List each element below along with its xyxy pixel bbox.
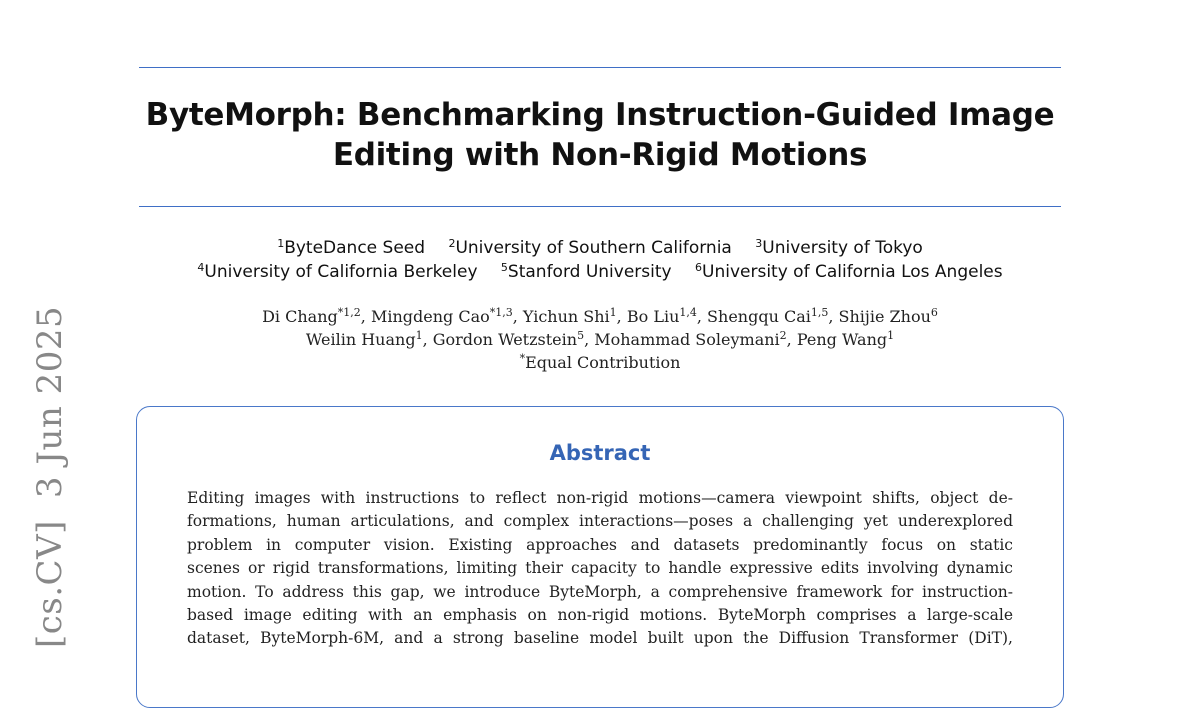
abstract-text	[187, 487, 1013, 651]
author: Mingdeng Cao$^{*1,3}$	[370, 306, 513, 326]
affiliation: $^6$University of California Los Angeles	[695, 261, 1003, 282]
author: Bo Liu$^{1,4}$	[626, 306, 697, 326]
affiliation: $^4$University of California Berkeley	[197, 261, 478, 282]
paper-title	[100, 95, 1100, 175]
abstract-line: Editing images with instructions to reflect non-rigid motions—camera viewpoint shifts, object de-	[187, 489, 1013, 507]
title-bottom-rule	[139, 206, 1061, 207]
author: Weilin Huang$^1$	[305, 329, 423, 349]
author: Gordon Wetzstein$^5$	[432, 329, 585, 349]
affiliation: $^2$University of Southern California	[448, 237, 732, 258]
title-line-2: Editing with Non-Rigid Motions	[332, 137, 868, 173]
abstract-line: motion. To address this gap, we introduce ByteMorph, a comprehensive framework for instruction-	[187, 582, 1013, 601]
abstract-line: based image editing with an emphasis on non-rigid motions. ByteMorph comprises a large-scale	[187, 606, 1013, 625]
affiliations-row-2	[100, 262, 1100, 282]
author: Di Chang$^{*1,2}$	[262, 306, 361, 326]
affiliation: $^5$Stanford University	[500, 261, 672, 282]
author: Mohammad Soleymani$^2$	[594, 329, 787, 349]
affiliation: $^3$University of Tokyo	[755, 237, 923, 258]
abstract-line: formations, human articulations, and complex interactions—poses a challenging yet underexplored	[187, 512, 1013, 531]
affiliation: $^1$ByteDance Seed	[277, 237, 426, 258]
author: Shijie Zhou$^6$	[838, 306, 938, 326]
equal-contribution-note: *Equal Contribution	[519, 352, 681, 372]
author: Yichun Shi$^1$	[522, 306, 617, 326]
author: Peng Wang$^1$	[796, 329, 895, 349]
abstract-heading: Abstract	[549, 441, 651, 465]
title-line-1: ByteMorph: Benchmarking Instruction-Guided Image	[145, 97, 1055, 133]
arxiv-category: [cs.CV]	[30, 520, 70, 648]
authors-row-2: Weilin Huang$^1$, Gordon Wetzstein$^5$, Mohammad Soleymani$^2$, Peng Wang$^1$	[305, 329, 895, 349]
abstract-line: dataset, ByteMorph-6M, and a strong baseline model built upon the Diffusion Transformer (DiT),	[187, 629, 1013, 648]
abstract-line: scenes or rigid transformations, limiting their capacity to handle expressive edits involving dynamic	[187, 559, 1013, 578]
abstract-line: problem in computer vision. Existing approaches and datasets predominantly focus on static	[187, 535, 1013, 554]
title-top-rule	[139, 67, 1061, 68]
authors-row-1: Di Chang$^{*1,2}$, Mingdeng Cao$^{*1,3}$, Yichun Shi$^1$, Bo Liu$^{1,4}$, Shengqu Cai$^{1,5}$, Shijie Zhou$^6$	[262, 306, 938, 326]
arxiv-date: 3 Jun 2025	[30, 305, 70, 499]
affiliations-row-1	[100, 238, 1100, 258]
arxiv-stamp	[30, 306, 70, 648]
author: Shengqu Cai$^{1,5}$	[707, 306, 829, 326]
